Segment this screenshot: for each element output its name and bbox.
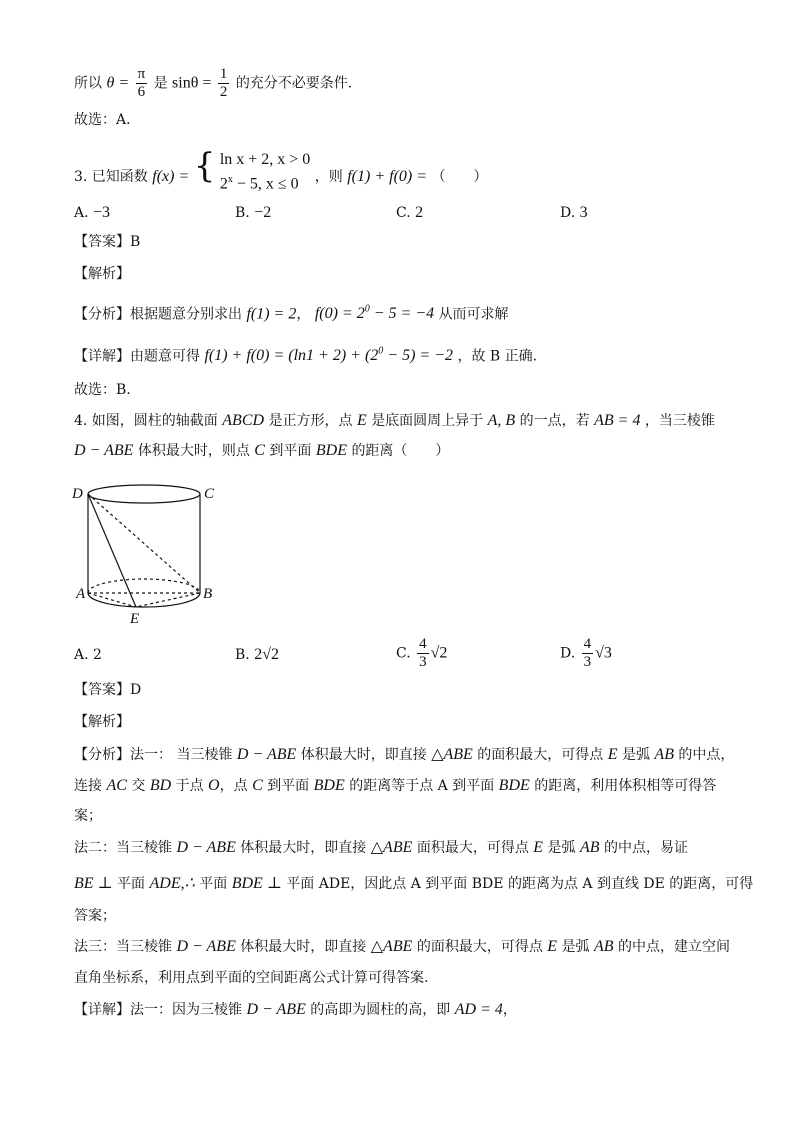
q4-method3-2: 直角坐标系，利用点到平面的空间距离公式计算可得答案. <box>74 970 429 986</box>
q4-fenxi-2: 连接 AC 交 BD 于点 O，点 C 到平面 BDE 的距离等于点 A 到平面 BDE 的距离，利用体积相等可得答 <box>74 777 717 794</box>
q4-option-a[interactable]: A. 2 <box>74 647 102 663</box>
q3-analysis-heading: 【解析】 <box>74 266 130 282</box>
q3-option-a[interactable]: A. −3 <box>74 204 111 221</box>
q4-line-2: D − ABE 体积最大时，则点 C 到平面 BDE 的距离（ ） <box>74 442 450 459</box>
q3-choice: 故选：B. <box>74 382 131 398</box>
segment-be <box>136 593 200 607</box>
bottom-back-arc <box>88 579 200 593</box>
q4-method2-3: 答案； <box>74 908 116 924</box>
q3-option-c[interactable]: C. 2 <box>396 204 424 221</box>
bottom-front-arc <box>88 593 200 607</box>
q4-fenxi-3: 案； <box>74 808 102 824</box>
q4-method2-1: 法二：当三棱锥 D − ABE 体积最大时，即直接 △ABE 面积最大，可得点 E 是弧 AB 的中点，易证 <box>74 839 688 856</box>
frac-pi-6: $\frac{\pi}{6}$ <box>137 66 146 100</box>
q3-fenxi: 【分析】根据题意分别求出 f(1) = 2， $f(0) = 2^0 - 5 = -4$ 从而可求解 <box>74 304 509 323</box>
segment-de <box>88 494 136 607</box>
q4-method3-1: 法三：当三棱锥 D − ABE 体积最大时，即直接 △ABE 的面积最大，可得点 E 是弧 AB 的中点，建立空间 <box>74 938 730 955</box>
theta-eq: θ = <box>106 74 130 92</box>
q4-option-b[interactable]: B. 2√2 <box>235 646 279 663</box>
brace: { <box>193 146 216 186</box>
cylinder-figure <box>70 478 230 628</box>
label-d: D <box>72 486 83 502</box>
q3-option-d[interactable]: D. 3 <box>560 204 588 221</box>
line-conclusion: 所以 θ = $\frac{\pi}{6}$ 是 sinθ = $\frac{1}{2}$ 的充分不必要条件. <box>74 66 353 100</box>
label-a: A <box>76 586 86 602</box>
q4-method2-2: BE ⊥ 平面 ADE,∴ 平面 BDE ⊥ 平面 ADE，因此点 A 到平面 BDE 的距离为点 A 到直线 DE 的距离，可得 <box>74 875 754 892</box>
q4-option-d[interactable]: D. $\frac{4}{3}$ √3 <box>560 636 612 670</box>
q3-answer: 【答案】B <box>74 234 141 250</box>
q3-xiangjie: 【详解】由题意可得 $f(1) + f(0) = (\ln 1 + 2) + (2^0 - 5) = -2$ ，故 B 正确. <box>74 346 538 365</box>
top-ellipse <box>88 485 200 503</box>
choice-line-1: 故选：A. <box>74 112 131 128</box>
frac-1-2: $\frac{1}{2}$ <box>219 66 228 100</box>
q3-option-b[interactable]: B. −2 <box>235 204 272 221</box>
q4-fenxi-1: 【分析】法一： 当三棱锥 D − ABE 体积最大时，即直接 △ABE 的面积最大，可得点 E 是弧 AB 的中点， <box>74 746 735 763</box>
segment-db <box>88 494 200 593</box>
q4-analysis-heading: 【解析】 <box>74 714 130 730</box>
q4-xiangjie: 【详解】法一：因为三棱锥 D − ABE 的高即为圆柱的高，即 AD = 4， <box>74 1001 517 1018</box>
q4-line-1: 4. 如图，圆柱的轴截面 ABCD 是正方形，点 E 是底面圆周上异于 A, B 的一点，若 AB = 4 ，当三棱锥 <box>74 412 715 429</box>
q4-answer: 【答案】D <box>74 682 142 698</box>
piecewise-cases: ln x + 2, x > 0 $2^x - 5$, x ≤ 0 <box>219 151 311 193</box>
label-b: B <box>203 586 213 602</box>
label-e: E <box>130 611 140 627</box>
q4-option-c[interactable]: C. $\frac{4}{3}$ √2 <box>396 636 448 670</box>
sin-eq: sinθ = <box>172 74 212 92</box>
question-3: 3. 已知函数 f(x) = { ln x + 2, x > 0 $2^x - 5$, x ≤ 0 ，则 f(1) + f(0) = （ ） <box>74 146 488 193</box>
label-c: C <box>204 486 215 502</box>
